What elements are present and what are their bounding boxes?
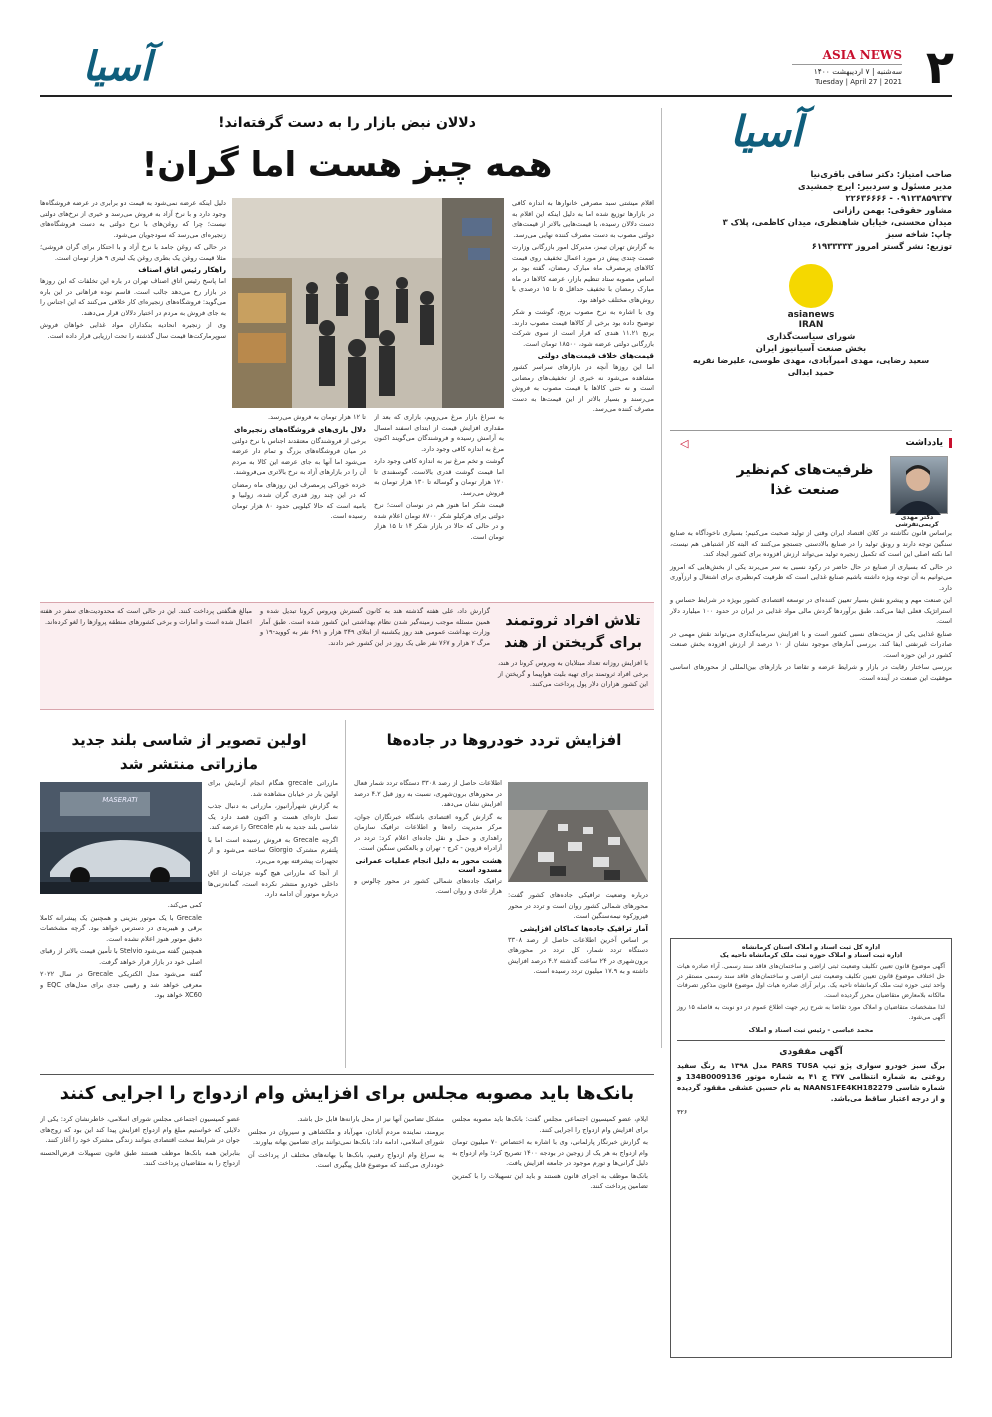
- main-col-4: [40, 198, 226, 588]
- migration-text-3: مبالغ هنگفتی پرداخت کنند. این در حالی است که محدودیت‌های سفر در هفته اعمال شده است و امارات و برخی کشورهای منطقه پروازها را لغو کرده‌اند.: [40, 607, 252, 626]
- article-paragraph: گفته می‌شود مدل الکتریکی Grecale در سال ۲۰۲۲ معرفی خواهد شد و رقیبی جدی برای مدل‌های EQC و XC60 خواهد بود.: [40, 970, 202, 999]
- article-paragraph: مازراتی grecale هنگام انجام آزمایش برای اولین بار در خیابان مشاهده شد.: [208, 779, 338, 798]
- main-col-1: [512, 198, 654, 598]
- editorial-paragraph: در حالی که بسیاری از صنایع در حال حاضر در رکود نسبی به سر می‌برند یکی از بخش‌هایی که امروز می‌توانیم به آن توجه ویژه داشته باشیم صنایع غذایی است که ظرفیت کم‌نظیری برای اشتغال و ارزآوری دارد.: [670, 562, 952, 592]
- article-paragraph: به گزارش شهرآرانیوز، مازراتی به دنبال جذب نسل تازه‌ای هست و اکنون قصد دارد یک شاسی بلند جدید به نام Grecale را عرضه کند.: [208, 802, 338, 831]
- article-paragraph: در حالی که روغن جامد با نرخ آزاد و با احتکار برای گران فروشی؛ مثلا قیمت روغن یک بطری روغن یک لیتری ۹ هزار تومان است.: [40, 243, 226, 262]
- highway-traffic-photo: [508, 782, 648, 882]
- distribution-line: توزیع: نشر گستر امروز ۶۱۹۳۳۳۳۳: [811, 241, 952, 251]
- legal-line: مشاور حقوقی: بهمن رازانی: [832, 205, 952, 215]
- article-paragraph: ترافیک جاده‌های شمالی کشور در محور چالوس و هراز عادی و روان است.: [354, 876, 502, 895]
- notice-header-1: اداره کل ثبت اسناد و املاک استان کرمانشاه: [741, 943, 881, 951]
- article-subhead: قیمت‌های خلاف قیمت‌های دولتی: [537, 351, 654, 360]
- main-headline: همه چیز هست اما گران!: [141, 145, 553, 185]
- date-fa: سه‌شنبه | ۷ اردیبهشت ۱۴۰۰: [792, 64, 902, 76]
- article-paragraph: Grecale با یک موتور بنزینی و همچنین یک پیشرانه کاملا برقی و هیبریدی در دسترس خواهد بود. گرچه مشخصات دقیق موتور هنوز اعلام نشده است.: [40, 913, 202, 943]
- bottom-col-2: [248, 1114, 444, 1364]
- editorial-title: ظرفیت‌های کم‌نظیر صنعت غذا: [736, 462, 874, 498]
- article-paragraph: درباره وضعیت ترافیکی جاده‌های کشور گفت: محورهای شمالی کشور روان است و تردد در محور فیروزکوه نیمه‌سنگین است.: [508, 891, 648, 920]
- notice-text-1: آگهی موضوع قانون تعیین تکلیف وضعیت ثبتی اراضی و ساختمان‌های فاقد سند رسمی. آراء صادره هیات حل اختلاف موضوع قانون تعیین تکلیف وضعیت ثبتی اراضی و ساختمان‌های فاقد سند رسمی مستقر در واحد ثبتی حوزه ثبت ملک کرمانشاه ناحیه یک. برابر آرای صادره هیات اول موضوع قانون مذکور تصرفات مالکانه بلامعارض متقاضیان محرز گردیده است.: [677, 963, 945, 999]
- migration-text-1: با افزایش روزانه تعداد مبتلایان به ویروس کرونا در هند، برخی افراد ثروتمند برای تهیه بلیت هواپیما و گریختن از این کشور هزاران دلار پول پرداخت می‌کنند.: [498, 659, 648, 688]
- header-logo: آسیا: [82, 44, 152, 90]
- editorial-section-label: [670, 438, 952, 448]
- emblem-latin-2: IRAN: [798, 320, 824, 330]
- article-paragraph: برومند، نماینده مردم آبادان، مهرآباد و ملکشاهی و سیروان در مجلس شورای اسلامی، ادامه داد: بانک‌ها نمی‌توانند برای تضامین بهانه بیاورند.: [248, 1127, 444, 1146]
- crowded-market-photo: [232, 198, 504, 408]
- article-paragraph: برخی از فروشندگان معتقدند اجناس با نرخ دولتی در میان فروشگاه‌های بزرگ و تمام دار عرضه می‌شود اما آنها به جای عرضه این کالا به مردم آن را در بازارهای آزاد به نرخ بالاتری می‌فروشند.: [232, 436, 366, 476]
- article-subhead: راهکار رئیس اتاق اصناف: [138, 265, 226, 274]
- middle-divider: [345, 720, 346, 1068]
- migration-text-2: گزارش داد، علی هفته گذشته هند به کانون گسترش ویروس کرونا تبدیل شده و همین مسئله موجب زمینه‌گیر شدن نظام بهداشتی این کشور شده است. طبق آمار وزارت بهداشت عمومی هند روز یکشنبه از ابتلای ۳۴۹ هزار و ۶۹۱ نفر به کووید-۱۹ و مرگ ۲ هزار و ۷۶۷ نفر طی یک روز در این کشور خبر دادند.: [260, 607, 490, 647]
- article-paragraph: وی با اشاره به نرخ مصوب برنج، گوشت و شکر توضیح داده بود برخی از کالاها قیمت مصوب دارند. برنج ۱۱.۲۱ هندی که قرار است از سوی شرکت بازرگانی دولتی عرضه شود، ۱۸۵۰۰ تومان است.: [512, 308, 654, 348]
- print-line: چاپ: شاخه سبز: [885, 229, 952, 239]
- council-title: شورای سیاست‌گذاری: [766, 331, 856, 341]
- council-sub: بخش صنعت آسیانیوز ایران: [755, 343, 867, 353]
- article-paragraph: از آنجا که مازراتی هیچ گونه جزئیات از اتاق داخلی خودرو منتشر نکرده است، گمانه‌زنی‌ها درباره موتور آن ادامه دارد.: [208, 869, 338, 898]
- council-names-2: حمید ابدالی: [787, 367, 835, 377]
- arrow-icon: ◁: [680, 437, 689, 450]
- editorial-paragraph: صنایع غذایی یکی از مزیت‌های نسبی کشور است و با افزایش سرمایه‌گذاری می‌تواند نقش مهمی در صادرات غیرنفتی ایفا کند. بررسی آمارهای موجود نشان از ۱۰ درصد از ارزش افزوده بخش صنعت کشور در این حوزه است.: [670, 629, 952, 659]
- section-label-text: یادداشت: [905, 438, 943, 448]
- traffic-photo: [508, 782, 648, 882]
- article-subhead: آمار ترافیک جاده‌ها کماکان افزایشی: [520, 923, 648, 933]
- traffic-col-2: [508, 890, 648, 1068]
- notice-text-2: لذا مشخصات متقاضیان و املاک مورد تقاضا به شرح زیر جهت اطلاع عموم در دو نوبت به فاصله ۱۵ روز آگهی می‌شود.: [677, 1004, 945, 1021]
- article-paragraph: اما پاسخ رئیس اتاق اصناف تهران در باره این تخلفات که این روزها در بازار رخ می‌دهد جالب است. قاسم نوده فراهانی در این باره می‌گوید: فروشگاه‌های زنجیره‌ای کار خلافی می‌کنند که این اجناس را به جای فروش به مردم در اختیار دلالان قرار می‌دهند.: [40, 277, 226, 317]
- main-col-2: [374, 412, 504, 598]
- article-subhead: هشت محور به دلیل انجام عملیات عمرانی مسدود است: [355, 855, 502, 874]
- portrait-icon: [889, 457, 947, 515]
- editorial-caption: دکتر مهدی کریمی‌تفرشی: [895, 514, 939, 528]
- article-paragraph: گوشت و تخم مرغ نیز به اندازه کافی وجود دارد اما قیمت گوشت قدری بالاست. گوسفندی تا ۱۲۰ هزار تومان و گوساله تا ۱۳۰ هزار تومان به فروش می‌رسد.: [374, 457, 504, 497]
- emblem-latin-1: asianews: [787, 310, 835, 320]
- article-paragraph: اما این روزها آنچه در بازارهای سراسر کشور مشاهده می‌شود نه خبری از تخفیف‌های رمضانی است و نه حتی کالاها با قیمت مصوب به فروش می‌رسند و بسیار بالاتر از این قیمت‌ها به دست مصرف کننده می‌رسد.: [512, 363, 654, 413]
- date-en: Tuesday | April 27 | 2021: [814, 78, 902, 86]
- article-paragraph: تا ۱۲ هزار تومان به فروش می‌رسد.: [268, 413, 366, 421]
- article-subhead: دلال بازی‌های فروشگاه‌های زنجیره‌ای: [234, 424, 366, 434]
- article-paragraph: قیمت شکر اما هنوز هم در نوسان است؛ نرخ دولتی برای هرکیلو شکر ۸۷۰۰ تومان اعلام شده و در حالی که حالا در بازار شکر ۱۴ تا ۱۵ هزار تومان است.: [374, 501, 504, 541]
- notice-signature: محمد عباسی - رئیس ثبت اسناد و املاک: [748, 1025, 874, 1034]
- article-paragraph: به گزارش گروه اقتصادی باشگاه خبرنگاران جوان، مرکز مدیریت راه‌ها و اطلاعات ترافیک سازمان راهداری و حمل و نقل جاده‌ای اعلام کرد: تردد در آزادراه قزوین - کرج - تهران و بالعکس سنگین است.: [354, 812, 502, 852]
- masthead-rule: [670, 430, 952, 431]
- article-paragraph: اطلاعات حاصل از رصد ۳۳۰۸ دستگاه تردد شمار فعال در محورهای برون‌شهری، نسبت به روز قبل ۴.۲ درصد افزایش نشان می‌دهد.: [354, 779, 502, 808]
- notice-header-2: اداره ثبت اسناد و املاک حوزه ثبت ملک کرمانشاه ناحیه یک: [719, 951, 903, 959]
- maserati-title: اولین تصویر از شاسی بلند جدید مازراتی منتشر شد: [71, 731, 307, 773]
- lost-notice-title: آگهی مفقودی: [779, 1046, 843, 1057]
- bottom-col-3: [40, 1114, 240, 1364]
- migration-title: تلاش افراد ثروتمند برای گریختن از هند: [504, 613, 642, 651]
- maserati-brand-label: MASERATI: [102, 796, 138, 804]
- main-col-3: [232, 412, 366, 598]
- page-number: ۲: [925, 40, 954, 94]
- article-paragraph: عضو کمیسیون اجتماعی مجلس شورای اسلامی، خاطرنشان کرد: یکی از دلایلی که خواستیم مبلغ وام ازدواج افزایش پیدا کند این بود که زوج‌های جوان در شرایط سخت اقتصادی بتوانند زندگی مشترک خود را آغاز کنند.: [40, 1115, 240, 1144]
- notice-code: ۳۲۶: [677, 1107, 688, 1116]
- bottom-rule: [40, 1074, 654, 1075]
- main-photo: [232, 198, 504, 408]
- article-paragraph: اگرچه Grecale به فروش رسیده است اما با پلتفرم مشترک Giorgio ساخته می‌شود و از تجهیزات پیشرفته بهره می‌برد.: [208, 835, 338, 865]
- masthead-lines: [670, 168, 952, 252]
- article-paragraph: به سراغ بازار مرغ می‌رویم، بازاری که بعد از مقداری افزایش قیمت از ابتدای اسفند امسال به آرامش رسیده و فروشندگان می‌گویند اکنون مرغ به اندازه کافی وجود دارد.: [374, 413, 504, 453]
- article-paragraph: همچنین گفته می‌شود Stelvio با تأمین قیمت بالاتر از رقبای اصلی خود در بازار قرار خواهد گرفت.: [40, 947, 202, 966]
- editorial-paragraph: براساس قانون نگاشته در کلان اقتصاد ایران وقتی از تولید صحبت می‌کنیم؛ بسیاری ناخودآگاه به صنایع سنگین توجه دارند و رونق تولید را در صنایع بالادستی جستجو می‌کنند که البته کار اشتباهی هم نیست، اما نکته اصلی این است که تکمیل زنجیره تولید می‌تواند ارزش افزوده برای کشور ایجاد کند.: [670, 529, 952, 558]
- article-paragraph: مشکل تضامین آنها نیز از محل یارانه‌ها قابل حل باشد.: [297, 1115, 444, 1123]
- article-paragraph: بر اساس آخرین اطلاعات حاصل از رصد ۳۳۰۸ دستگاه تردد شمار، کل تردد در محورهای برون‌شهری در ۲۴ ساعت گذشته ۴.۲ درصد افزایش داشته و به ۱۷.۹ میلیون تردد رسیده است.: [508, 935, 648, 975]
- traffic-title: افزایش تردد خودروها در جاده‌ها: [386, 731, 622, 749]
- article-paragraph: به گزارش خبرنگار پارلمانی، وی با اشاره به اختصاص ۷۰ میلیون تومان وام ازدواج به هر یک از زوجین در بودجه ۱۴۰۰ تصریح کرد: وام ازدواج به دلیل گرانی‌ها و تورم موجود در جامعه افزایش یافت.: [452, 1138, 648, 1167]
- masthead-logo: آسیا: [730, 107, 803, 156]
- article-paragraph: خرده خوراکی پرمصرف این روزهای ماه رمضان که در این چند روز قدری گران شده، زولبیا و بامیه است که حالا کیلویی حدود ۸۰ هزار تومان رسیده است.: [232, 480, 366, 520]
- masthead: [670, 108, 952, 378]
- editorial-paragraph: بررسی ساختار رقابت در بازار و شرایط عرضه و تقاضا در بازارهای بین‌المللی از محورهای اساسی موفقیت این صنعت در آینده است.: [670, 663, 952, 682]
- header-rule: [40, 95, 952, 97]
- phone-line: ۰۹۱۲۳۸۵۹۲۳۷ - ۲۲۶۳۶۶۶۶: [845, 193, 952, 203]
- main-kicker: دلالان نبض بازار را به دست گرفته‌اند!: [218, 115, 476, 131]
- council-names: سعید رضایی، مهدی امیرآبادی، مهدی طوسی، علیرضا نقریه: [692, 355, 930, 365]
- editorial-photo: [890, 456, 948, 514]
- traffic-col-1: [354, 778, 502, 1068]
- article-paragraph: به سراغ وام ازدواج رفتیم، بانک‌ها با بهانه‌های مختلف از پرداخت آن خودداری می‌کنند که موضوع قابل پیگیری است.: [248, 1150, 444, 1169]
- maserati-col-2: [40, 900, 202, 1068]
- article-paragraph: اقلام میشتی سبد مصرفی خانوارها به اندازه کافی در بازارها توزیع شده اما به دلیل اینکه این اقلام به دست دلالان رسیده، با قیمت‌هایی بالاتر از قیمت‌های دولتی مصوب به دست مصرف کننده نهایی می‌رسد.: [512, 199, 654, 239]
- article-paragraph: دلیل اینکه عرضه نمی‌شود به قیمت دو برابری در عرضه فروشگاه‌ها وجود دارد و با نرخ آزاد به فروش می‌رسد و خیری از نرخ‌های دولتی نیست؛ چرا که روغن‌های با نرخ دولتی به دست فروشگاه‌های زنجیره‌ای می‌رسد که سودجویان می‌شود.: [40, 199, 226, 239]
- maserati-col-1: [208, 778, 338, 1068]
- article-paragraph: کمی می‌کند.: [167, 901, 202, 909]
- editorial-body: [670, 528, 952, 685]
- address-line: میدان محسنی، خیابان شاهنظری، میدان کاظمی، پلاک ۳: [722, 217, 952, 227]
- article-paragraph: به گزارش تهران تیمز، مدیرکل امور بازرگانی وزارت صمت چندی پیش در مورد اعمال تخفیف روی قیمت کالاهای پرمصرف ماه مبارک رمضان، گفته بود بر اساس مصوبه ستاد تنظیم بازار، عرضه کالاها در ماه مبارک رمضان با تخفیف حداقل ۵ تا ۱۵ درصدی با روش‌های مختلف خواهد بود.: [512, 243, 654, 304]
- editorial-paragraph: این صنعت مهم و پیشرو نقش بسیار تعیین کننده‌ای در توسعه اقتصادی کشور بویژه در شرایط حساس و استراتژیک فعلی ایفا می‌کند. طبق برآوردها گردش مالی مواد غذایی در ایران در حدود ۱۰۰ میلیارد دلار است.: [670, 596, 952, 625]
- article-paragraph: وی از زنجیره انحادیه بنکداران مواد غذایی خواهان فروش سوپرمارکت‌ها قیمت سال گذشته را تحت ارزیابی قرار داده است.: [40, 321, 226, 340]
- right-column-divider: [661, 108, 662, 1048]
- notice-box: [670, 938, 952, 1358]
- bottom-headline: بانک‌ها باید مصوبه مجلس برای افزایش وام ازدواج را اجرایی کنند: [59, 1083, 635, 1104]
- article-paragraph: ایلام، عضو کمیسیون اجتماعی مجلس گفت: بانک‌ها باید مصوبه مجلس برای افزایش وام ازدواج را اجرایی کنند.: [452, 1115, 648, 1134]
- asia-news-label: ASIA NEWS: [822, 48, 902, 62]
- owner-line: صاحب امتیاز: دکتر ساقی باقری‌نیا: [810, 169, 952, 179]
- article-paragraph: بانک‌ها موظف به اجرای قانون هستند و باید این تسهیلات را با کمترین تضامین پرداخت کنند.: [452, 1171, 648, 1190]
- editor-line: مدیر مسئول و سردبیر: ایرج جمشیدی: [797, 181, 952, 191]
- emblem: [789, 264, 833, 308]
- lost-notice-text: برگ سبز خودرو سواری پژو تیپ PARS TUSA مدل ۱۳۹۸ به رنگ سفید روغنی به شماره انتظامی ۳۷۷ ج ۴۱ به شماره موتور 134B0009136 و شماره شاسی NAANS1FE4KH182279 به نام حسین عشقی مفقود گردیده و از درجه اعتبار ساقط می‌باشد.: [677, 1060, 946, 1103]
- bottom-col-1: [452, 1114, 648, 1364]
- article-paragraph: بنابراین همه بانک‌ها موظف هستند طبق قانون تسهیلات قرض‌الحسنه ازدواج را به متقاضیان پرداخت کنند.: [40, 1148, 240, 1167]
